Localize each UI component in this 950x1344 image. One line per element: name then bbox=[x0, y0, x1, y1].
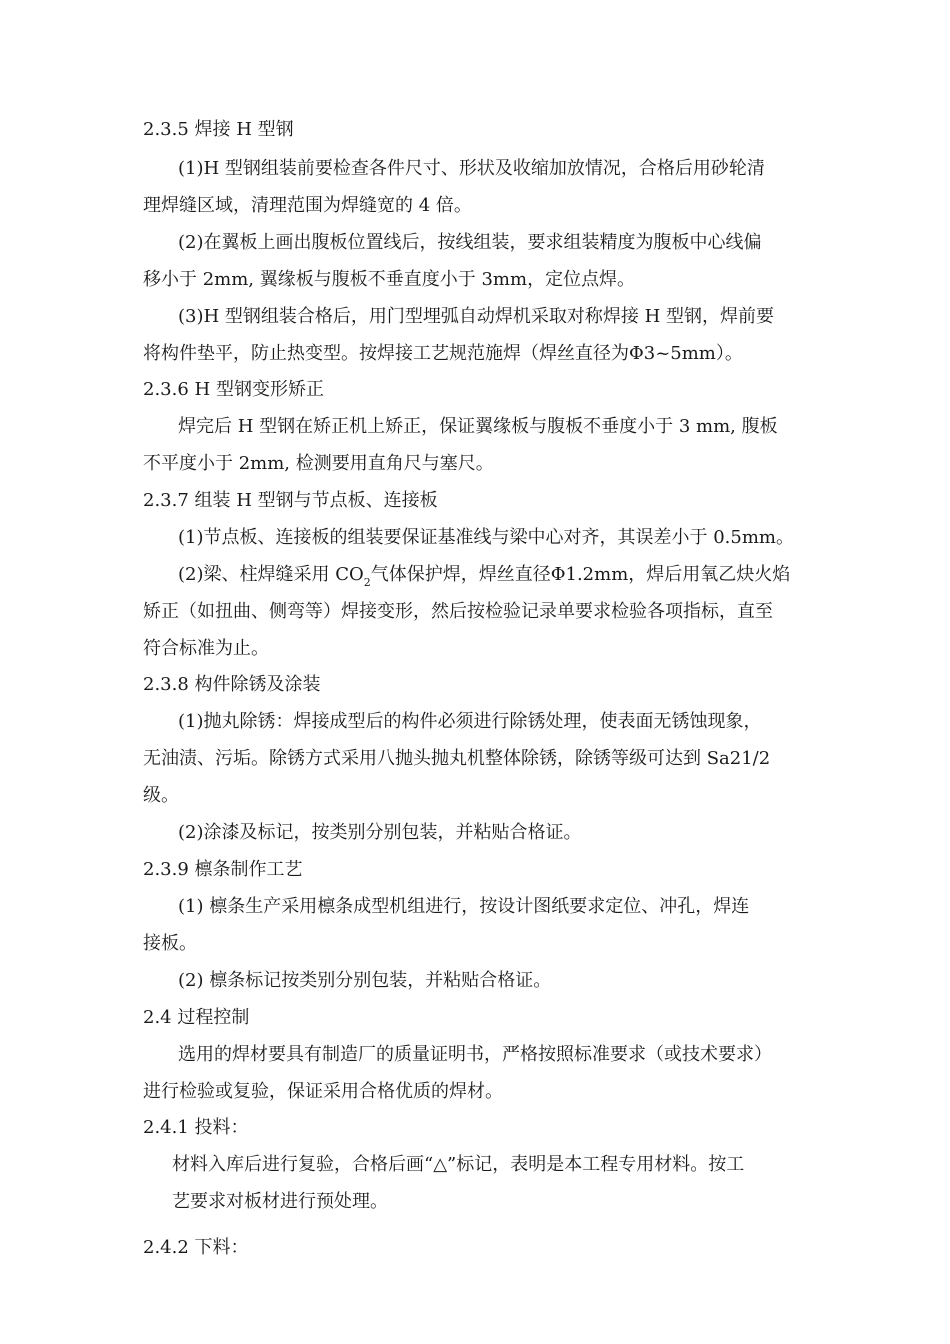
paragraph-line: 理焊缝区域，清理范围为焊缝宽的 4 倍。 bbox=[143, 195, 472, 216]
paragraph-line bbox=[178, 563, 790, 589]
paragraph-line: 接板。 bbox=[143, 933, 197, 954]
paragraph-line: 艺要求对板材进行预处理。 bbox=[172, 1191, 388, 1212]
paragraph-line: 不平度小于 2mm, 检测要用直角尺与塞尺。 bbox=[143, 453, 494, 474]
paragraph-line: 级。 bbox=[143, 785, 179, 806]
paragraph-line: 选用的焊材要具有制造厂的质量证明书，严格按照标准要求（或技术要求） bbox=[178, 1044, 772, 1065]
paragraph-line: 矫正（如扭曲、侧弯等）焊接变形，然后按检验记录单要求检验各项指标，直至 bbox=[143, 601, 773, 622]
paragraph-line: 焊完后 H 型钢在矫正机上矫正，保证翼缘板与腹板不垂度小于 3 mm, 腹板 bbox=[178, 416, 778, 437]
section-heading-2-3-9: 2.3.9 檩条制作工艺 bbox=[143, 859, 303, 880]
paragraph-line: (2) 檩条标记按类别分别包装，并粘贴合格证。 bbox=[178, 970, 552, 991]
paragraph-line: (2)涂漆及标记，按类别分别包装，并粘贴合格证。 bbox=[178, 822, 582, 843]
paragraph-line: 符合标准为止。 bbox=[143, 638, 269, 659]
paragraph-line: (1) 檩条生产采用檩条成型机组进行，按设计图纸要求定位、冲孔，焊连 bbox=[178, 896, 750, 917]
paragraph-line: 移小于 2mm, 翼缘板与腹板不垂直度小于 3mm，定位点焊。 bbox=[143, 269, 636, 290]
section-heading-2-4: 2.4 过程控制 bbox=[143, 1007, 250, 1028]
text-segment: 气体保护焊，焊丝直径Φ1.2mm，焊后用氧乙炔火焰 bbox=[370, 564, 791, 585]
section-heading-2-3-5: 2.3.5 焊接 H 型钢 bbox=[143, 119, 294, 140]
paragraph-line: (3)H 型钢组装合格后，用门型埋弧自动焊机采取对称焊接 H 型钢，焊前要 bbox=[178, 306, 775, 327]
paragraph-line: 进行检验或复验，保证采用合格优质的焊材。 bbox=[143, 1081, 503, 1102]
paragraph-line: (1)节点板、连接板的组装要保证基准线与梁中心对齐，其误差小于 0.5mm。 bbox=[178, 527, 794, 548]
section-heading-2-3-7: 2.3.7 组装 H 型钢与节点板、连接板 bbox=[143, 490, 438, 511]
section-heading-2-4-2: 2.4.2 下料： bbox=[143, 1237, 249, 1258]
paragraph-line: 材料入库后进行复验，合格后画“△”标记，表明是本工程专用材料。按工 bbox=[172, 1154, 745, 1175]
section-heading-2-4-1: 2.4.1 投料： bbox=[143, 1117, 249, 1138]
paragraph-line: (1)H 型钢组装前要检查各件尺寸、形状及收缩加放情况，合格后用砂轮清 bbox=[178, 158, 765, 179]
section-heading-2-3-6: 2.3.6 H 型钢变形矫正 bbox=[143, 379, 324, 400]
text-segment: (2)梁、柱焊缝采用 CO bbox=[178, 564, 364, 585]
subscript: 2 bbox=[363, 576, 371, 589]
section-heading-2-3-8: 2.3.8 构件除锈及涂装 bbox=[143, 674, 321, 695]
paragraph-line: 将构件垫平，防止热变型。按焊接工艺规范施焊（焊丝直径为Φ3~5mm）。 bbox=[143, 343, 743, 364]
paragraph-line: (1)抛丸除锈：焊接成型后的构件必须进行除锈处理，使表面无锈蚀现象， bbox=[178, 711, 762, 732]
paragraph-line: (2)在翼板上画出腹板位置线后，按线组装，要求组装精度为腹板中心线偏 bbox=[178, 232, 762, 253]
paragraph-line: 无油渍、污垢。除锈方式采用八抛头抛丸机整体除锈，除锈等级可达到 Sa21/2 bbox=[143, 748, 771, 769]
